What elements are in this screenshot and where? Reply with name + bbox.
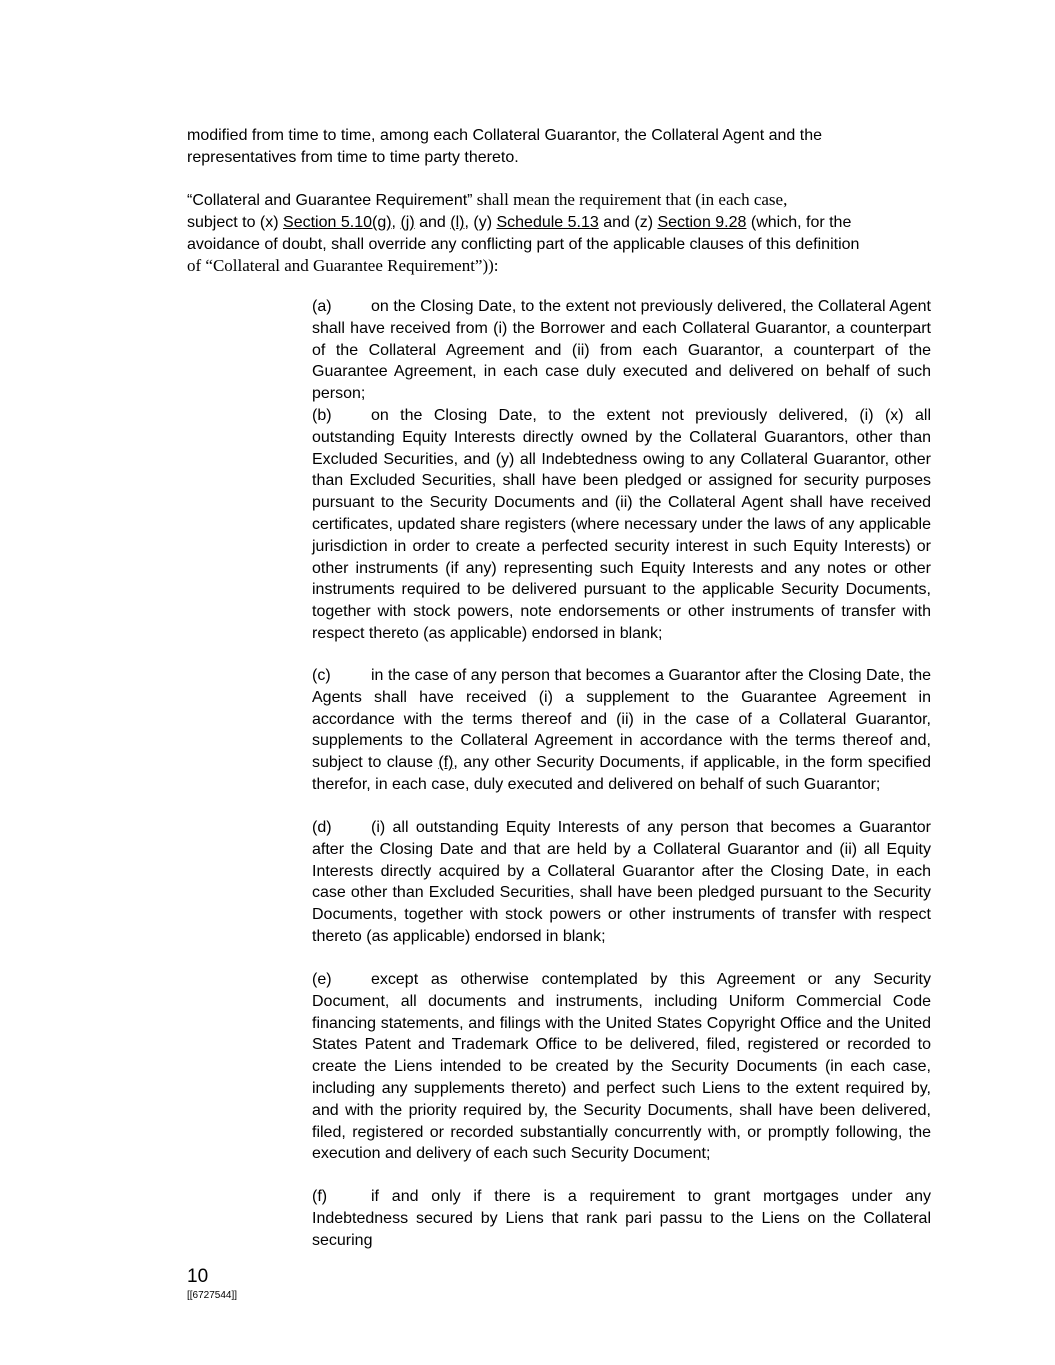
clause-e xyxy=(248,969,931,1165)
clause-body-tail: , any other Security Documents, if applicable, in the form specified therefor, in each case, duly executed and delivered on behalf of such Guarantor; xyxy=(312,754,932,793)
clause-b-text xyxy=(248,405,931,645)
clause-a-text xyxy=(248,296,931,405)
clause-label: (b) xyxy=(312,407,332,424)
clause-f xyxy=(248,1186,931,1251)
definition-subject-to: subject to (x) xyxy=(187,213,284,231)
clause-f-text xyxy=(248,1186,931,1251)
clause-body: on the Closing Date, to the extent not previously delivered, the Collateral Agent shall have received from (i) the Borrower and each Collateral Guarantor, a counterpart of the Collateral Agreement and (ii) from each Guarantor, a counterpart of the Guarantee Agreement, in each case duly executed and delivered on behalf of such person; xyxy=(312,298,931,403)
clause-body: on the Closing Date, to the extent not previously delivered, (i) (x) all outstanding Equity Interests directly owned by the Collateral Guarantors, other than Excluded Securities, and (y) all Indebtedness owing to any Collateral Guarantor, other than Excluded Securities, shall have been pledged or assigned for security purposes pursuant to the Security Documents and (ii) the Collateral Agent shall have received certificates, updated share registers (where necessary under the laws of any applicable jurisdiction in order to create a perfected security interest in such Equity Interests) or other instruments (if any) representing such Equity Interests and any notes or other instruments required to be delivered pursuant to the applicable Security Documents, together with stock powers, note endorsements or other instruments of transfer with respect thereto (as applicable) endorsed in blank; xyxy=(312,407,931,642)
clause-c xyxy=(248,665,931,796)
clause-label: (f) xyxy=(312,1188,328,1205)
clause-d-text xyxy=(248,817,931,948)
clause-body: (i) all outstanding Equity Interests of any person that becomes a Guarantor after the Closing Date and that are held by a Collateral Guarantor and (ii) all Equity Interests directly acquired by a Collateral Guarantor after the Closing Date, in each case other than Excluded Securities, shall have been pledged pursuant to the Security Documents, together with stock powers or other instruments of transfer with respect thereto (as applicable) endorsed in blank; xyxy=(312,819,931,945)
definition-tail: (which, for the avoidance of doubt, shall override any conflicting part of the applicable clauses of this definition xyxy=(187,213,860,253)
clause-body: if and only if there is a requirement to grant mortgages under any Indebtedness secured by Liens that rank pari passu to the Liens on the Collateral securing xyxy=(312,1188,931,1249)
page-number: 10 xyxy=(187,1266,209,1287)
definition-separator: , (y) xyxy=(464,213,497,231)
clause-label: (a) xyxy=(312,298,332,315)
schedule-ref-5-13[interactable]: Schedule 5.13 xyxy=(496,213,599,231)
definition-separator: and (z) xyxy=(598,213,658,231)
clause-c-text xyxy=(248,665,931,796)
definition-lead: shall mean the requirement that (in each case, xyxy=(472,190,788,209)
definition-paragraph xyxy=(187,189,927,278)
definition-closing: of “Collateral and Guarantee Requirement”)): xyxy=(187,256,499,276)
intro-paragraph: modified from time to time, among each Collateral Guarantor, the Collateral Agent and the representatives from time to time party thereto. xyxy=(187,127,823,166)
clause-body: except as otherwise contemplated by this Agreement or any Security Document, all documents and instruments, including Uniform Commercial Code financing statements, and filings with the United States Copyright Office and the United States Patent and Trademark Office to be delivered, filed, registered or recorded to create the Liens intended to be created by the Security Documents (in each case, including any supplements thereto) and perfect such Liens to the extent required by, and with the priority required by, the Security Documents, shall have been delivered, filed, registered or recorded substantially concurrently with, or promptly following, the execution and delivery of each such Security Document; xyxy=(312,971,931,1163)
clause-e-text xyxy=(248,969,931,1165)
clause-label: (c) xyxy=(312,667,331,684)
clause-a xyxy=(248,296,931,405)
clause-ref-f[interactable]: (f) xyxy=(438,754,454,772)
defined-term: “Collateral and Guarantee Requirement” xyxy=(187,192,473,209)
clause-label: (e) xyxy=(312,971,332,988)
clause-b xyxy=(248,405,931,645)
section-ref-5-10-g[interactable]: Section 5.10(g) xyxy=(283,213,392,231)
section-ref-j[interactable]: (j) xyxy=(400,213,415,231)
clause-label: (d) xyxy=(312,819,332,836)
section-ref-l[interactable]: (l) xyxy=(450,213,465,231)
definition-separator: and xyxy=(414,213,451,231)
definition-separator: , xyxy=(391,213,401,231)
clause-body: in the case of any person that becomes a Guarantor after the Closing Date, the Agents shall have received (i) a supplement to the Guarantee Agreement in accordance with the terms thereof and (ii) in the case of a Collateral Guarantor, supplements to the Collateral Agreement in accordance with the terms thereof and, subject to clause xyxy=(312,667,931,772)
document-id: [[6727544]] xyxy=(187,1290,238,1301)
clause-d xyxy=(248,817,931,948)
section-ref-9-28[interactable]: Section 9.28 xyxy=(657,213,747,231)
